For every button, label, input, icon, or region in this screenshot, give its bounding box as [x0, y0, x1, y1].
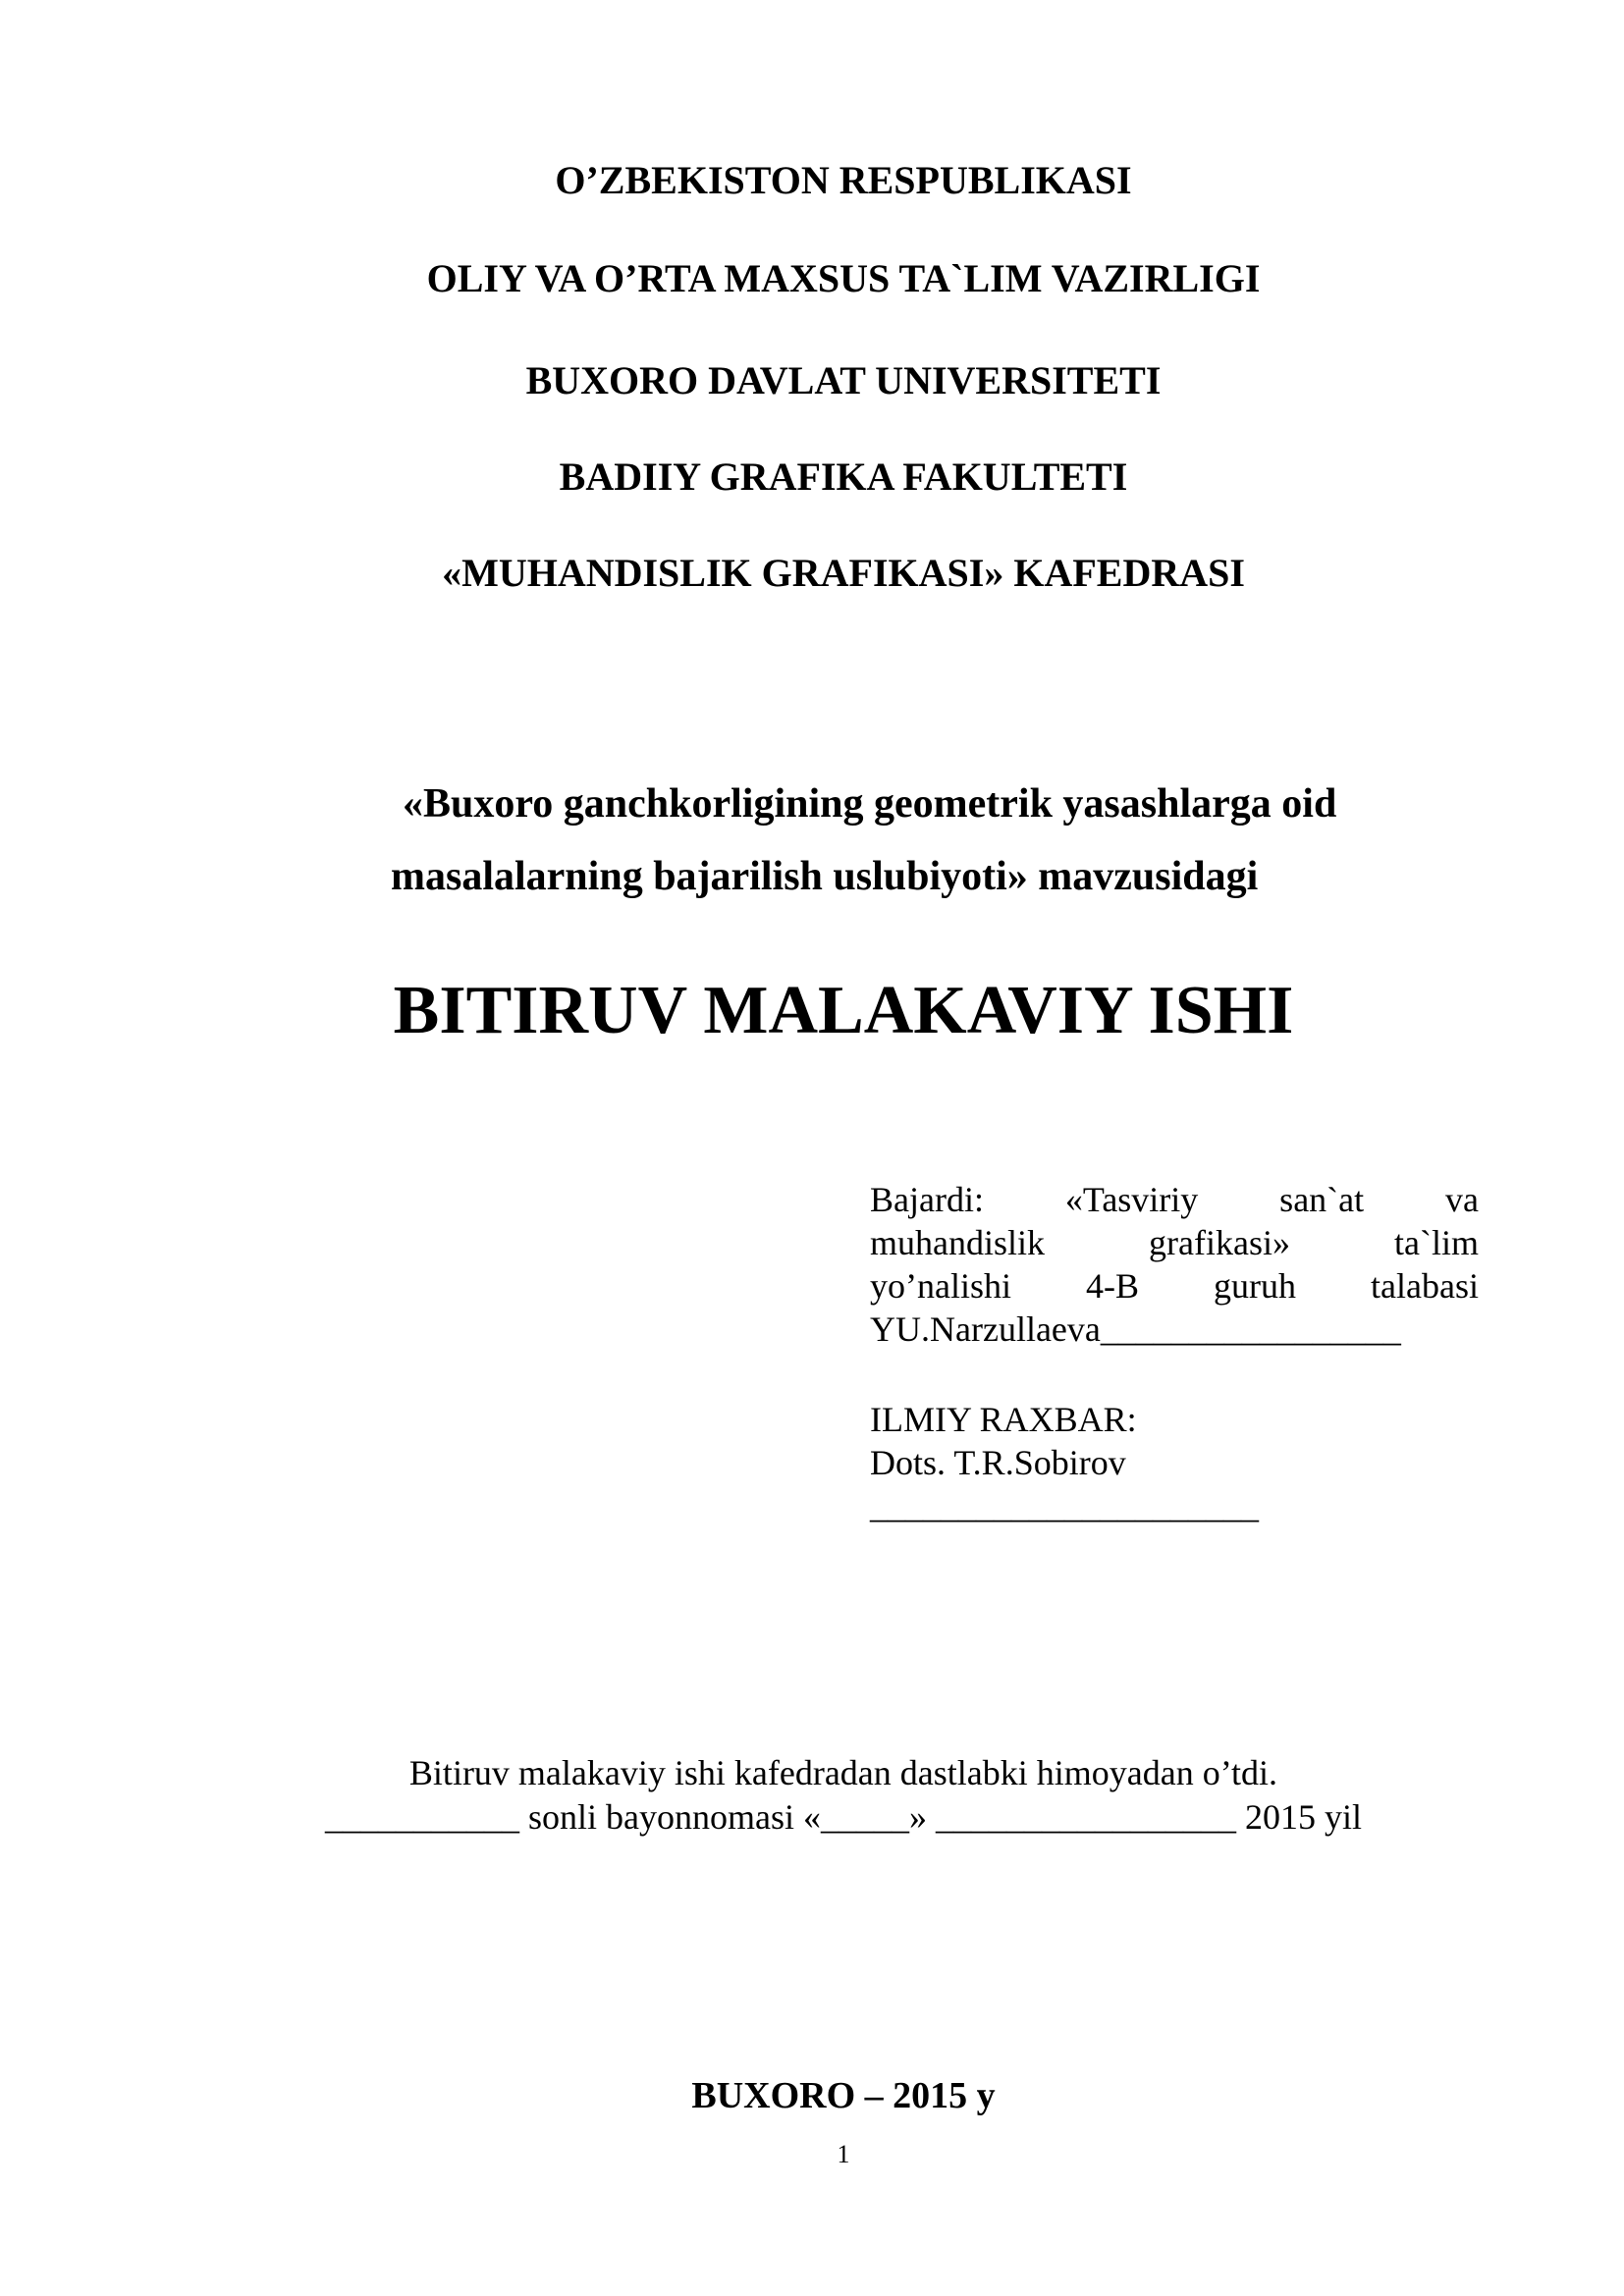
document-title: BITIRUV MALAKAVIY ISHI	[393, 973, 1294, 1048]
author-block	[870, 1178, 1479, 1351]
supervisor-label: ILMIY RAXBAR:	[870, 1400, 1137, 1439]
ministry-heading: OLIY VA O’RTA MAXSUS TA`LIM VAZIRLIGI	[426, 256, 1261, 300]
topic-line-2: masalalarning bajarilish uslubiyoti» mavzusidagi	[391, 854, 1259, 899]
country-heading: O’ZBEKISTON RESPUBLIKASI	[555, 158, 1132, 202]
author-line-1: Bajardi: «Tasviriy san`at va	[870, 1180, 1479, 1219]
defense-statement: Bitiruv malakaviy ishi kafedradan dastlabki himoyadan o’tdi.	[408, 1753, 1278, 1792]
protocol-line: ___________ sonli bayonnomasi «_____» _________________ 2015 yil	[325, 1797, 1362, 1837]
city-year: BUXORO – 2015 y	[691, 2075, 996, 2116]
faculty-heading: BADIIY GRAFIKA FAKULTETI	[559, 454, 1128, 499]
university-heading: BUXORO DAVLAT UNIVERSITETI	[525, 358, 1162, 402]
supervisor-block	[870, 1398, 1479, 1527]
author-name: YU.Narzullaeva_________________	[870, 1309, 1401, 1349]
page-number: 1	[837, 2140, 850, 2168]
author-line-2: muhandislik grafikasi» ta`lim	[870, 1223, 1479, 1262]
supervisor-signature-line: ______________________	[870, 1486, 1259, 1525]
department-heading: «MUHANDISLIK GRAFIKASI» KAFEDRASI	[442, 551, 1245, 595]
author-line-3: yo’nalishi 4-B guruh talabasi	[870, 1266, 1479, 1306]
supervisor-name: Dots. T.R.Sobirov	[870, 1443, 1126, 1482]
topic-line-1: «Buxoro ganchkorligining geometrik yasashlarga oid	[403, 781, 1337, 827]
